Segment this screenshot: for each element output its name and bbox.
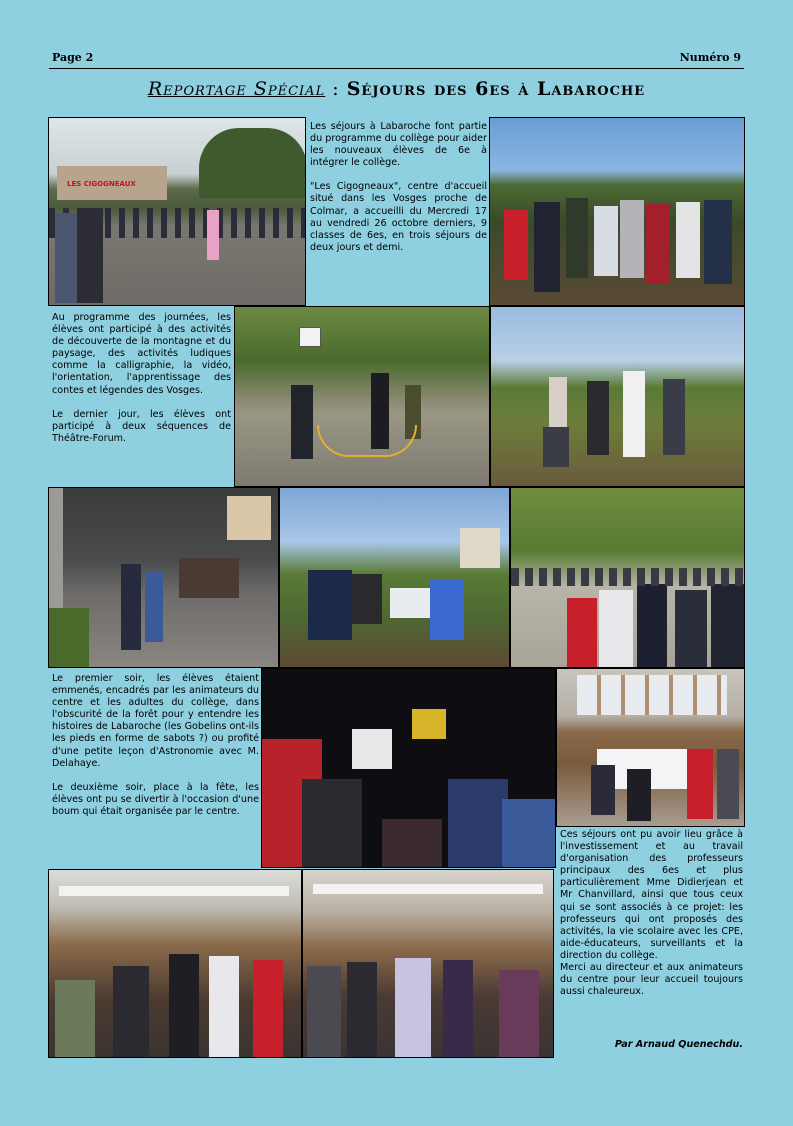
cigogneaux-sign: LES CIGOGNEAUX xyxy=(67,180,136,188)
program-paragraph-1: Au programme des journées, les élèves ont participé à des activités de découverte de la montagne et du paysage, des activités ludiques comme la calligraphie, la vidéo, l'orientation, l'apprentissage des contes et légendes des Vosges. xyxy=(52,312,231,396)
photo-dining-hall xyxy=(556,668,745,827)
photo-jump-rope xyxy=(234,306,490,487)
intro-text xyxy=(310,121,487,266)
photo-picnic-tables xyxy=(279,487,510,668)
title-separator: : xyxy=(325,78,347,100)
photo-outdoor-activity xyxy=(490,306,745,487)
title-prefix: Reportage Spécial xyxy=(147,78,326,100)
thanks-paragraph-1: Ces séjours ont pu avoir lieu grâce à l'investissement et au travail d'organisation des professeurs principaux des 6es et plus particulièrement Mme Didierjean et Mr Chanvillard, ainsi que tous ceux qui se sont associés à ce projet: les professeurs qui ont proposés des activités, la vie scolaire avec les CPE, aide-éducateurs, surveillants et la direction du collège. xyxy=(560,829,743,961)
program-text xyxy=(52,312,231,457)
title-main: Séjours des 6es à Labaroche xyxy=(346,78,646,100)
photo-courtyard-group xyxy=(48,117,306,306)
thanks-paragraph-2: Merci au directeur et aux animateurs du centre pour leur accueil toujours aussi chaleureux. xyxy=(560,962,743,998)
page-title xyxy=(49,78,744,100)
evening-text xyxy=(52,673,259,830)
thanks-text xyxy=(560,829,743,998)
photo-party-dancing-2 xyxy=(302,869,554,1058)
photo-calligraphy-class xyxy=(48,487,279,668)
evening-paragraph-1: Le premier soir, les élèves étaient emmenés, encadrés par les animateurs du centre et les adultes du collège, dans l'obscurité de la forêt pour y entendre les histoires de Labaroche (les Gobelins ont-ils les pieds en forme de sabots ?) ou profité d'une petite leçon d'Astronomie avec M. Delahaye. xyxy=(52,673,259,769)
intro-paragraph-1: Les séjours à Labaroche font partie du programme du collège pour aider les nouveaux élèves de 6e à intégrer le collège. xyxy=(310,121,487,169)
photo-cheering-group xyxy=(510,487,745,668)
program-paragraph-2: Le dernier jour, les élèves ont participé à deux séquences de Théâtre-Forum. xyxy=(52,408,231,444)
photo-party-dancing-1 xyxy=(48,869,302,1058)
header-rule xyxy=(49,68,744,69)
evening-paragraph-2: Le deuxième soir, place à la fête, les élèves ont pu se divertir à l'occasion d'une boum qui était organisée par le centre. xyxy=(52,781,259,817)
intro-paragraph-2: "Les Cigogneaux", centre d'accueil situé dans les Vosges proche de Colmar, a accueilli du Mercredi 17 au vendredi 26 octobre derniers, 9 classes de 6es, en trois séjours de deux jours et demi. xyxy=(310,181,487,253)
photo-group-outdoor xyxy=(489,117,745,306)
issue-number: Numéro 9 xyxy=(679,51,741,64)
page-number: Page 2 xyxy=(52,51,94,64)
photo-night-storytelling xyxy=(261,668,556,868)
article-signature: Par Arnaud Quenechdu. xyxy=(614,1039,743,1050)
